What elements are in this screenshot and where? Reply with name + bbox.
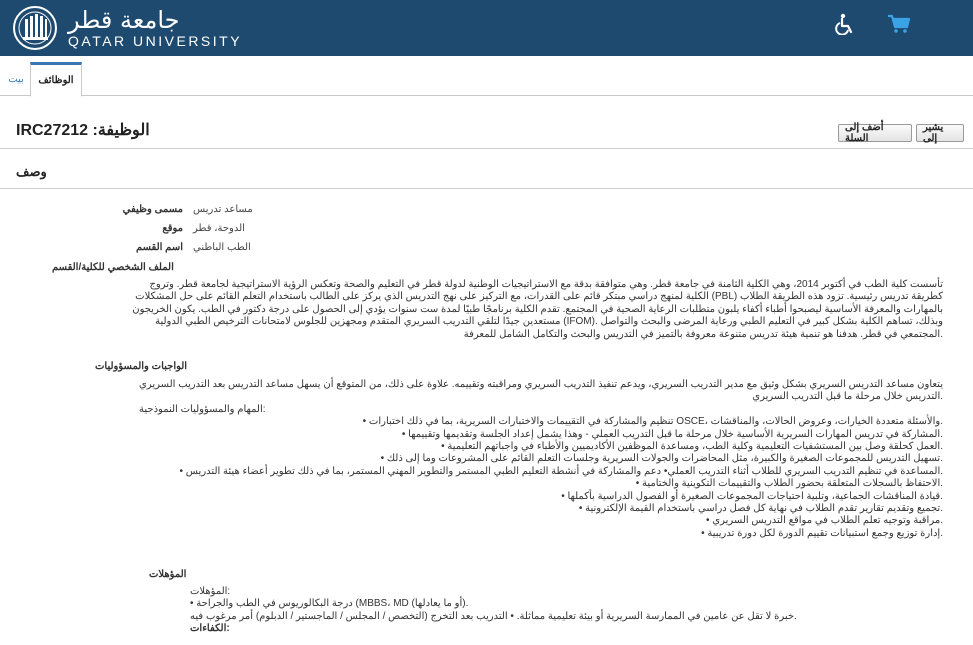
tab-bar	[0, 56, 973, 96]
duties-line: .إدارة توزيع وجمع استبيانات تقييم الدورة لكل دورة تدريبية •	[701, 527, 943, 539]
duties-line: .تجميع وتقديم تقارير تقدم الطلاب في نهاية كل فصل دراسي باستخدام القيمة الإلكترونية •	[578, 502, 943, 514]
section-divider	[0, 188, 973, 189]
department-value: الطب الباطني	[193, 242, 251, 253]
duties-line: يتعاون مساعد التدريس السريري بشكل وثيق مع مدير التدريب السريري، ويدعم تنفيذ التدريب السريري ومراقبته وتقييمه. علاوة على ذلك، من المتوقع أن يسهل مساعد التدريس بعد التدريب السريري	[139, 379, 943, 390]
job-title-label: مسمى وظيفي	[122, 204, 183, 215]
action-buttons	[838, 124, 964, 142]
department-label: اسم القسم	[135, 242, 183, 253]
duties-line: .المساعدة في تنظيم التدريب السريري للطلاب أثناء التدريب العملي• دعم والمشاركة في أنشطة التعليم الطبي المستمر والتطوير المهني المستمر، بما في ذلك تطوير أعضاء هيئة التدريس •	[179, 465, 943, 477]
qualifications-line: .خبرة لا تقل عن عامين في الممارسة السريرية أو بيئة تعليمية مماثلة. • التدريب بعد التخرج (التخصص / المجلس / الماجستير / الدبلوم) أمر مرغوب فيه	[190, 610, 797, 622]
duties-line: .مراقبة وتوجيه تعلم الطلاب في مواقع التدريس السريري •	[705, 515, 943, 527]
duties-line: .تسهيل التدريس للمجموعات الصغيرة والكبيرة، مثل المحاضرات والجولات السريرية وجلسات التعلم القائم على المشروعات وما إلى ذلك •	[380, 453, 943, 465]
logo-english: QATAR UNIVERSITY	[68, 33, 243, 49]
share-button[interactable]: يشير إلى	[916, 124, 964, 142]
qualifications-text	[190, 586, 797, 636]
header-actions	[831, 10, 913, 38]
top-header	[0, 0, 973, 56]
logo-arabic: جامعة قطر	[68, 6, 180, 34]
tab-jobs[interactable]: الوظائف	[30, 62, 82, 97]
duties-line: .والأسئلة متعددة الخيارات، وعروض الحالات، والمناقشات ،OSCE تنظيم والمشاركة في التقييمات والاختبارات السريرية، بما في ذلك اختبارات •	[362, 416, 943, 428]
qualifications-label: المؤهلات	[149, 569, 187, 580]
logo-text	[68, 7, 242, 49]
duties-line: .قيادة المناقشات الجماعية، وتلبية احتياجات المجموعات الصغيرة أو الفصول الدراسية بأكملها •	[561, 490, 943, 502]
profile-line: وبذلك، تساهم الكلية بشكل كبير في التعليم الطبي ورعاية المرضى والبحث والتواصل .(IFOM) مستعدين جيدًا لتلقي التدريب السريري المتقدم ومجهزين للجلوس لامتحانات الترخيص الطبي الدولية	[155, 316, 943, 328]
duties-line: .المشاركة في تدريس المهارات السريرية الأساسية خلال مرحلة ما قبل التدريب العملي - وهذا يشمل إعداد الجلسة وتقديمها وتقييمها •	[401, 428, 943, 440]
profile-line: كطريقة تدريس رئيسية. تزود هذه الطريقة الطلاب (PBL) الكلية لمنهج دراسي مبتكر قائم على القدرات، مع التركيز على نهج التدريس الذي يركز على الطالب باستخدام التعلم القائم على حل المشكلات	[135, 291, 943, 303]
university-logo[interactable]	[12, 4, 242, 52]
duties-line: .الاحتفاظ بالسجلات المتعلقة بحضور الطلاب والتقييمات التكوينية والختامية •	[635, 478, 943, 490]
job-title-text: الوظيفة: IRC27212	[16, 122, 150, 139]
location-value: الدوحة، قطر	[193, 223, 245, 234]
university-emblem-icon	[12, 5, 58, 51]
location-label: موقع	[162, 223, 183, 234]
title-divider	[0, 148, 973, 149]
qualifications-line: :المؤهلات	[190, 586, 231, 597]
qualifications-line: .(أو ما يعادلها) MBBS، MD) درجة البكالوريوس في الطب والجراحة •	[190, 598, 469, 610]
duties-line: .التدريس خلال مرحلة ما قبل التدريب السريري	[752, 391, 943, 403]
duties-line: .العمل كحلقة وصل بين المستشفيات التعليمية وكلية الطب، ومساعدة الموظفين الأكاديميين والأطباء في واجباتهم التعليمية •	[441, 440, 943, 452]
profile-text	[132, 279, 943, 341]
section-title: وصف	[16, 164, 47, 179]
duties-text	[139, 379, 943, 540]
qualifications-line: :الكفاءات	[190, 623, 230, 635]
profile-line: .المجتمعي في قطر. هدفنا هو تنمية هيئة تدريس متنوعة معروفة بالتميز في التدريس والبحث والتكامل الشامل للمعرفة	[463, 328, 943, 340]
profile-line: تأسست كلية الطب في أكتوبر 2014، وهي الكلية الثامنة في جامعة قطر. وهي متوافقة بدقة مع الاستراتيجيات الوطنية لدولة قطر في التعليم والصحة وتعكس الرؤية الاستراتيجية لجامعة قطر. وتروج	[149, 279, 943, 290]
wheelchair-icon[interactable]	[831, 10, 859, 38]
duties-label: الواجبات والمسؤوليات	[95, 361, 188, 372]
job-title-value: مساعد تدريس	[193, 204, 253, 215]
add-to-basket-button[interactable]: أضف إلى السلة	[838, 124, 912, 142]
profile-label: الملف الشخصي للكلية/القسم	[52, 262, 174, 273]
duties-line: :المهام والمسؤوليات النموذجية	[139, 403, 266, 415]
tab-home[interactable]: بيت	[8, 73, 24, 85]
page-title	[16, 120, 150, 140]
profile-line: بالمهارات والمعرفة الأساسية ليصبحوا أطباء أكفاء يلبون متطلبات الرعاية الصحية في المجتمع. تقدم الكلية برنامجًا طبيًا لمدة ست سنوات يؤدي إلى الحصول على درجة دكتور في الطب. يكون الخريجون	[132, 303, 943, 315]
shopping-cart-icon[interactable]	[885, 10, 913, 38]
